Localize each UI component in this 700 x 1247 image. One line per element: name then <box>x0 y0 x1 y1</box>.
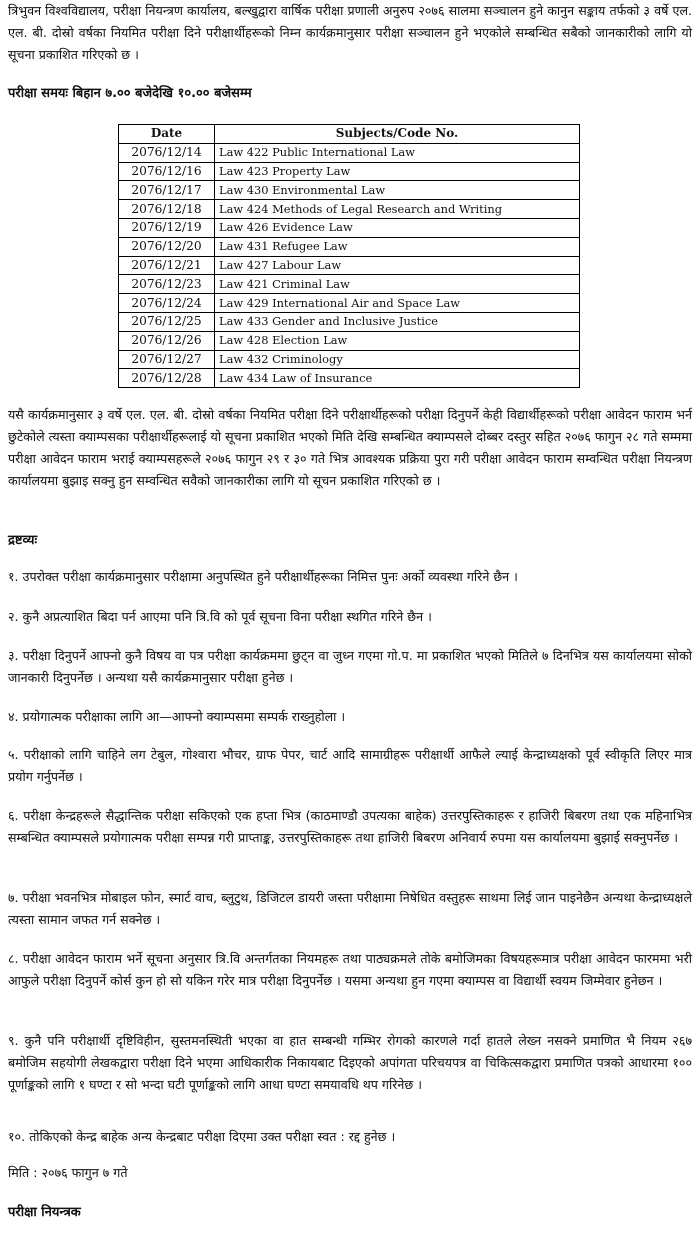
intro-paragraph: त्रिभुवन विश्वविद्यालय, परीक्षा नियन्त्रण कार्यालय, बल्खुद्वारा वार्षिक परीक्षा प्रणाली अनुरुप २०७६ सालमा सञ्चालन हुने कानुन सङ्काय तर्फको ३ वर्षे एल. एल. बी. दोस्रो वर्षका नियमित परीक्षा दिने परीक्षार्थीहरूको निम्न कार्यक्रमानुसार परीक्षा सञ्चालन हुने भएकोले सम्बन्धित सबैको जानकारीको लागि यो सूचना प्रकाशित गरिएको छ । <box>8 3 692 62</box>
table-row <box>119 143 580 162</box>
row-date: 2076/12/27 <box>119 350 215 369</box>
note-item-7 <box>8 887 692 931</box>
row-date: 2076/12/17 <box>119 181 215 200</box>
row-date: 2076/12/26 <box>119 331 215 350</box>
signoff-title: परीक्षा नियन्त्रक <box>8 1205 81 1220</box>
table-row <box>119 181 580 200</box>
note-item-8 <box>8 948 692 992</box>
row-subject: Law 433 Gender and Inclusive Justice <box>215 312 580 331</box>
note-text: ३. परीक्षा दिनुपर्ने आफ्नो कुनै विषय वा पत्र परीक्षा कार्यक्रममा छुट्न वा जुध्न गएमा गो.प. मा प्रकाशित भएको मितिले ७ दिनभित्र यस कार्यालयमा सोको जानकारी दिनुपर्नेछ । अन्यथा यसै कार्यक्रमानुसार परीक्षा हुनेछ । <box>8 648 692 685</box>
table-row <box>119 256 580 275</box>
note-text: ९. कुनै पनि परीक्षार्थी दृष्टिविहीन, सुस्तमनस्थिती भएका वा हात सम्बन्धी गम्भिर रोगको कारणले गर्दा हातले लेख्न नसक्ने प्रमाणित भै नियम २६७ बमोजिम सहयोगी लेखकद्वारा परीक्षा दिने भएमा आधिकारीक निकायबाट दिइएको अपांगता परिचयपत्र वा चिकित्सकद्वारा प्रमाणित पत्रको आधारमा १०० पूर्णाङ्कको लागि १ घण्टा र सो भन्दा घटी पूर्णाङ्कको लागि आधा घण्टा समयावधि थप गरिनेछ । <box>8 1033 692 1092</box>
note-text: ५. परीक्षाको लागि चाहिने लग टेबुल, गोश्वारा भौचर, ग्राफ पेपर, चार्ट आदि सामाग्रीहरू परीक्षार्थी आफैले ल्याई केन्द्राध्यक्षको पूर्व स्वीकृति लिएर मात्र प्रयोग गर्नुपर्नेछ । <box>8 747 693 784</box>
table-row <box>119 162 580 181</box>
notice-date: मिति : २०७६ फागुन ७ गते <box>8 1165 128 1180</box>
row-date: 2076/12/19 <box>119 218 215 237</box>
row-date: 2076/12/24 <box>119 294 215 313</box>
row-subject: Law 421 Criminal Law <box>215 275 580 294</box>
table-row <box>119 275 580 294</box>
exam-time-heading: परीक्षा समयः बिहान ७.०० बजेदेखि १०.०० बजेसम्म <box>8 86 252 101</box>
note-text: ६. परीक्षा केन्द्रहरूले सैद्धान्तिक परीक्षा सकिएको एक हप्ता भित्र (काठमाण्डौ उपत्यका बाहेक) उत्तरपुस्तिकाहरू र हाजिरी बिबरण तथा एक महिनाभित्र सम्बन्धित क्याम्पसले प्रयोगात्मक परीक्षा सम्पन्न गरी प्राप्ताङ्क, उत्तरपुस्तिकाहरू तथा हाजिरी बिबरण अनिवार्य रुपमा यस कार्यालयमा बुझाई सक्नुपर्नेछ । <box>8 808 692 845</box>
row-subject: Law 426 Evidence Law <box>215 218 580 237</box>
late-application-paragraph: यसै कार्यक्रमानुसार ३ वर्षे एल. एल. बी. दोस्रो वर्षका नियमित परीक्षा दिने परीक्षार्थीहरूको परीक्षा दिनुपर्ने केही विद्यार्थीहरूको परीक्षा आवेदन फाराम भर्न छुटेकोले त्यस्ता क्याम्पसका परीक्षार्थीहरूलाई यो सूचना प्रकाशित भएको मिति देखि सम्बन्धित क्याम्पसले दोब्बर दस्तुर सहित २०७६ फागुन २८ गते सम्ममा परीक्षा आवेदन फाराम भराई क्याम्पसहरूले २०७६ फागुन २९ र ३० गते भित्र आवश्यक प्रक्रिया पुरा गरी परीक्षा आवेदन फाराम सम्वन्धित परीक्षा नियन्त्रण कार्यालयमा बुझाइ सक्नु हुन सम्वन्धित सवैको जानकारीका लागि यो सूचन प्रकाशित गरिएको छ । <box>8 407 692 488</box>
row-subject: Law 422 Public International Law <box>215 143 580 162</box>
row-subject: Law 431 Refugee Law <box>215 237 580 256</box>
table-row <box>119 331 580 350</box>
table-row <box>119 294 580 313</box>
note-item-6 <box>8 805 692 849</box>
row-date: 2076/12/23 <box>119 275 215 294</box>
note-text: १. उपरोक्त परीक्षा कार्यक्रमानुसार परीक्षामा अनुपस्थित हुने परीक्षार्थीहरूका निमित्त पुनः अर्को व्यवस्था गरिने छैन । <box>8 569 518 584</box>
table-row <box>119 369 580 388</box>
row-date: 2076/12/14 <box>119 143 215 162</box>
row-date: 2076/12/28 <box>119 369 215 388</box>
header-subject: Subjects/Code No. <box>215 125 580 144</box>
note-text: ७. परीक्षा भवनभित्र मोबाइल फोन, स्मार्ट वाच, ब्लुटुथ, डिजिटल डायरी जस्ता परीक्षामा निषेधित वस्तुहरू साथमा लिई जान पाइनेछैन अन्यथा केन्द्राध्यक्षले त्यस्ता सामान जफत गर्न सक्नेछ । <box>8 890 692 927</box>
note-item-9 <box>8 1030 692 1096</box>
row-subject: Law 423 Property Law <box>215 162 580 181</box>
row-date: 2076/12/20 <box>119 237 215 256</box>
table-row <box>119 200 580 219</box>
header-date: Date <box>119 125 215 144</box>
table-row <box>119 218 580 237</box>
note-text: २. कुनै अप्रत्याशित बिदा पर्न आएमा पनि त्रि.वि को पूर्व सूचना विना परीक्षा स्थगित गरिने छैन । <box>8 609 432 624</box>
notes-heading: द्रष्टव्यः <box>8 533 38 548</box>
table-row <box>119 312 580 331</box>
exam-schedule-table <box>118 124 580 388</box>
row-subject: Law 430 Environmental Law <box>215 181 580 200</box>
note-item-1 <box>8 566 692 588</box>
row-date: 2076/12/21 <box>119 256 215 275</box>
row-subject: Law 428 Election Law <box>215 331 580 350</box>
row-date: 2076/12/16 <box>119 162 215 181</box>
note-item-5 <box>8 744 692 788</box>
note-item-10 <box>8 1126 692 1148</box>
note-item-2 <box>8 606 692 628</box>
row-date: 2076/12/18 <box>119 200 215 219</box>
table-row <box>119 237 580 256</box>
note-text: ८. परीक्षा आवेदन फाराम भर्ने सूचना अनुसार त्रि.वि अन्तर्गतका नियमहरू तथा पाठ्यक्रमले तोके बमोजिमका विषयहरूमात्र परीक्षा आवेदन फारममा भरी आफुले परीक्षा दिनुपर्ने कोर्स कुन हो सो यकिन गरेर मात्र परीक्षा दिनुपर्नेछ । यसमा अन्यथा हुन गएमा क्याम्पस वा विद्यार्थी स्वयम जिम्मेवार हुनेछन । <box>8 951 692 988</box>
row-subject: Law 424 Methods of Legal Research and Writing <box>215 200 580 219</box>
row-date: 2076/12/25 <box>119 312 215 331</box>
note-text: ४. प्रयोगात्मक परीक्षाका लागि आ—आफ्नो क्याम्पसमा सम्पर्क राख्नुहोला । <box>8 709 346 724</box>
row-subject: Law 434 Law of Insurance <box>215 369 580 388</box>
note-item-4 <box>8 706 692 728</box>
row-subject: Law 427 Labour Law <box>215 256 580 275</box>
row-subject: Law 429 International Air and Space Law <box>215 294 580 313</box>
table-row <box>119 350 580 369</box>
table-header-row <box>119 125 580 144</box>
note-item-3 <box>8 645 692 689</box>
note-text: १०. तोकिएको केन्द्र बाहेक अन्य केन्द्रबाट परीक्षा दिएमा उक्त परीक्षा स्वत : रद्द हुनेछ । <box>8 1129 396 1144</box>
row-subject: Law 432 Criminology <box>215 350 580 369</box>
